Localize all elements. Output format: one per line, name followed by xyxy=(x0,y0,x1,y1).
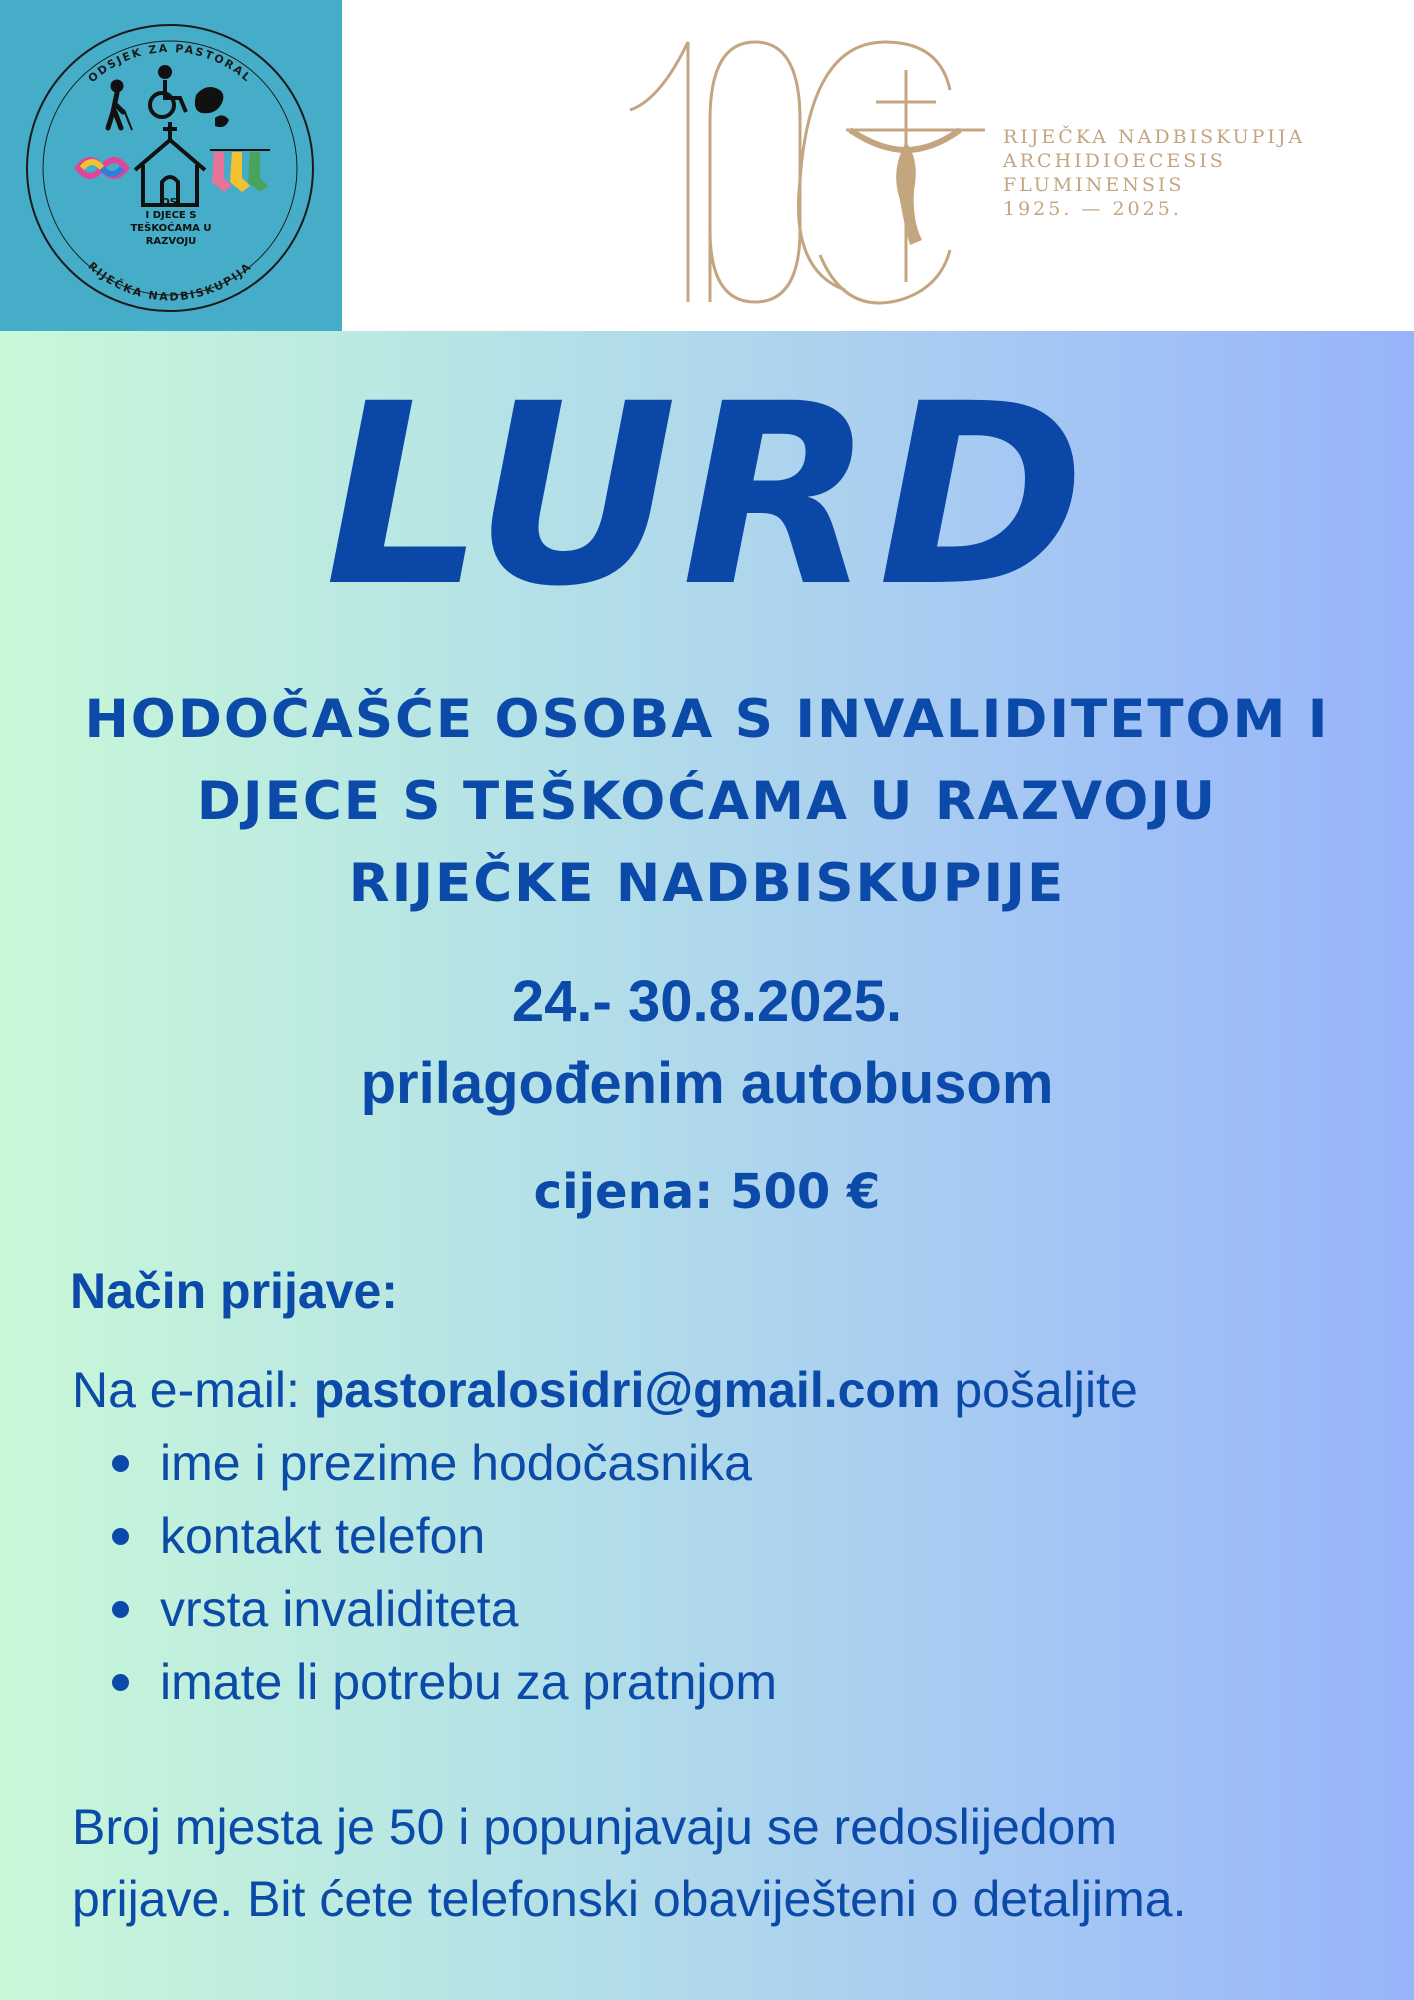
event-details xyxy=(0,961,1414,1125)
wheelchair-icon xyxy=(150,67,186,117)
logo-ring-bottom-text: RIJEČKA NADBISKUPIJA xyxy=(85,259,255,304)
socks-icon xyxy=(210,150,270,192)
list-item-text: kontakt telefon xyxy=(160,1508,486,1564)
infinity-icon xyxy=(78,160,126,176)
list-item-text: vrsta invaliditeta xyxy=(160,1581,519,1637)
pastoral-logo xyxy=(0,0,342,331)
event-dates: 24.- 30.8.2025. xyxy=(511,969,903,1034)
centenary-line: 1925. — 2025. xyxy=(1003,198,1182,220)
centenary-line: FLUMINENSIS xyxy=(1003,174,1185,196)
list-item xyxy=(110,1427,777,1500)
footer-line: prijave. Bit ćete telefonski obaviješteni o detaljima. xyxy=(72,1871,1187,1927)
poster-subtitle xyxy=(0,679,1414,925)
logo-line: OSI xyxy=(161,197,181,208)
blind-person-icon xyxy=(108,80,132,130)
centenary-logo-text xyxy=(1003,125,1305,221)
poster-body xyxy=(0,331,1414,2000)
list-item xyxy=(110,1646,777,1719)
email-address[interactable]: pastoralosidri@gmail.com xyxy=(313,1362,941,1418)
event-transport: prilagođenim autobusom xyxy=(360,1051,1054,1116)
logo-line: TEŠKOĆAMA U xyxy=(130,223,212,234)
email-suffix: pošaljite xyxy=(940,1362,1138,1418)
footer-line: Broj mjesta je 50 i popunjavaju se redoslijedom xyxy=(72,1799,1118,1855)
subtitle-line: HODOČAŠĆE OSOBA S INVALIDITETOM I xyxy=(84,689,1330,750)
bullet-icon xyxy=(112,1601,129,1618)
bullet-icon xyxy=(112,1528,129,1545)
list-item xyxy=(110,1500,777,1573)
centenary-line: RIJEČKA NADBISKUPIJA xyxy=(1003,126,1306,148)
email-prefix: Na e-mail: xyxy=(72,1362,314,1418)
poster-title: LURD xyxy=(324,350,1090,641)
logo-line: I DJECE S xyxy=(145,210,197,221)
logo-line: RAZVOJU xyxy=(145,236,197,247)
church-icon xyxy=(135,122,205,205)
list-item-text: imate li potrebu za pratnjom xyxy=(160,1654,777,1710)
apply-heading: Način prijave: xyxy=(70,1263,398,1319)
bullet-icon xyxy=(112,1674,129,1691)
centenary-logo-graphic xyxy=(620,30,1000,320)
footer-note xyxy=(72,1791,1372,1935)
logo-ring-top-text: ODSJEK ZA PASTORAL xyxy=(85,41,255,86)
centenary-line: ARCHIDIOECESIS xyxy=(1003,150,1226,172)
required-info-list xyxy=(110,1427,777,1719)
subtitle-line: DJECE S TEŠKOĆAMA U RAZVOJU xyxy=(196,771,1218,832)
logo-center-text xyxy=(113,196,229,248)
header xyxy=(0,0,1414,331)
list-item xyxy=(110,1573,777,1646)
pastoral-logo-graphic xyxy=(0,0,342,331)
list-item-text: ime i prezime hodočasnika xyxy=(160,1435,752,1491)
sign-language-icon xyxy=(195,87,229,127)
subtitle-line: RIJEČKE NADBISKUPIJE xyxy=(348,853,1066,914)
bullet-icon xyxy=(112,1455,129,1472)
event-price: cijena: 500 € xyxy=(533,1164,881,1220)
email-instruction xyxy=(72,1355,1138,1425)
